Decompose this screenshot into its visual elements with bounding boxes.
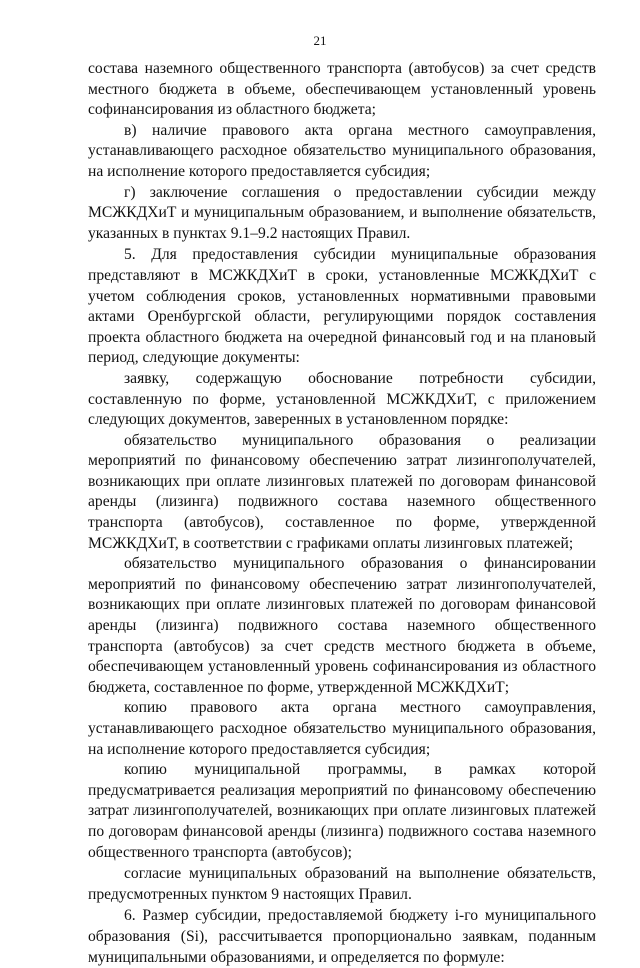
paragraph-legal-act-copy: копию правового акта органа местного самоуправления, устанавливающего расходное обязательство муниципального образования, на исполнение которого предоставляется субсидия; bbox=[88, 699, 596, 758]
paragraph-item-v: в) наличие правового акта органа местного самоуправления, устанавливающего расходное обязательство муниципального образования, на исполнение которого предоставляется субсидия; bbox=[88, 121, 596, 180]
page-number: 21 bbox=[313, 33, 327, 48]
paragraph-continuation: состава наземного общественного транспорта (автобусов) за счет средств местного бюджета в объеме, обеспечивающем установленный уровень софинансирования из областного бюджета; bbox=[88, 60, 596, 119]
paragraph-clause-5: 5. Для предоставления субсидии муниципальные образования представляют в МСЖКДХиТ в сроки, установленные МСЖКДХиТ с учетом соблюдения сроков, установленных нормативными правовыми актами Оренбургской области, регулирующими порядок составления проекта областного бюджета на очередной финансовый год и на плановый период, следующие документы: bbox=[88, 246, 596, 367]
paragraph-clause-6: 6. Размер субсидии, предоставляемой бюджету i-го муниципального образования (Si), рассчитывается пропорционально заявкам, поданным муниципальными образованиями, и определяется по формуле: bbox=[88, 907, 596, 966]
paragraph-program-copy: копию муниципальной программы, в рамках которой предусматривается реализация мероприятий по финансовому обеспечению затрат лизингополучателей, возникающих при оплате лизинговых платежей по договорам финансовой аренды (лизинга) подвижного состава наземного общественного транспорта (автобусов); bbox=[88, 761, 596, 861]
paragraph-obligation-implementation: обязательство муниципального образования о реализации мероприятий по финансовому обеспечению затрат лизингополучателей, возникающих при оплате лизинговых платежей по договорам финансовой аренды (лизинга) подвижного состава наземного общественного транспорта (автобусов), составленное по форме, утвержденной МСЖКДХиТ, в соответствии с графиками оплаты лизинговых платежей; bbox=[88, 431, 596, 552]
paragraph-item-g: г) заключение соглашения о предоставлении субсидии между МСЖКДХиТ и муниципальным образованием, и выполнение обязательств, указанных в пунктах 9.1–9.2 настоящих Правил. bbox=[88, 183, 596, 242]
paragraph-application: заявку, содержащую обоснование потребности субсидии, составленную по форме, установленной МСЖКДХиТ, с приложением следующих документов, заверенных в установленном порядке: bbox=[88, 369, 596, 429]
paragraph-obligation-financing: обязательство муниципального образования о финансировании мероприятий по финансовому обеспечению затрат лизингополучателей, возникающих при оплате лизинговых платежей по договорам финансовой аренды (лизинга) подвижного состава наземного общественного транспорта (автобусов) за счет средств местного бюджета в объеме, обеспечивающем установленный уровень софинансирования из областного бюджета, составленное по форме, утвержденной МСЖКДХиТ; bbox=[88, 555, 596, 696]
paragraph-consent: согласие муниципальных образований на выполнение обязательств, предусмотренных пунктом 9 настоящих Правил. bbox=[88, 865, 596, 903]
document-body bbox=[88, 59, 596, 968]
